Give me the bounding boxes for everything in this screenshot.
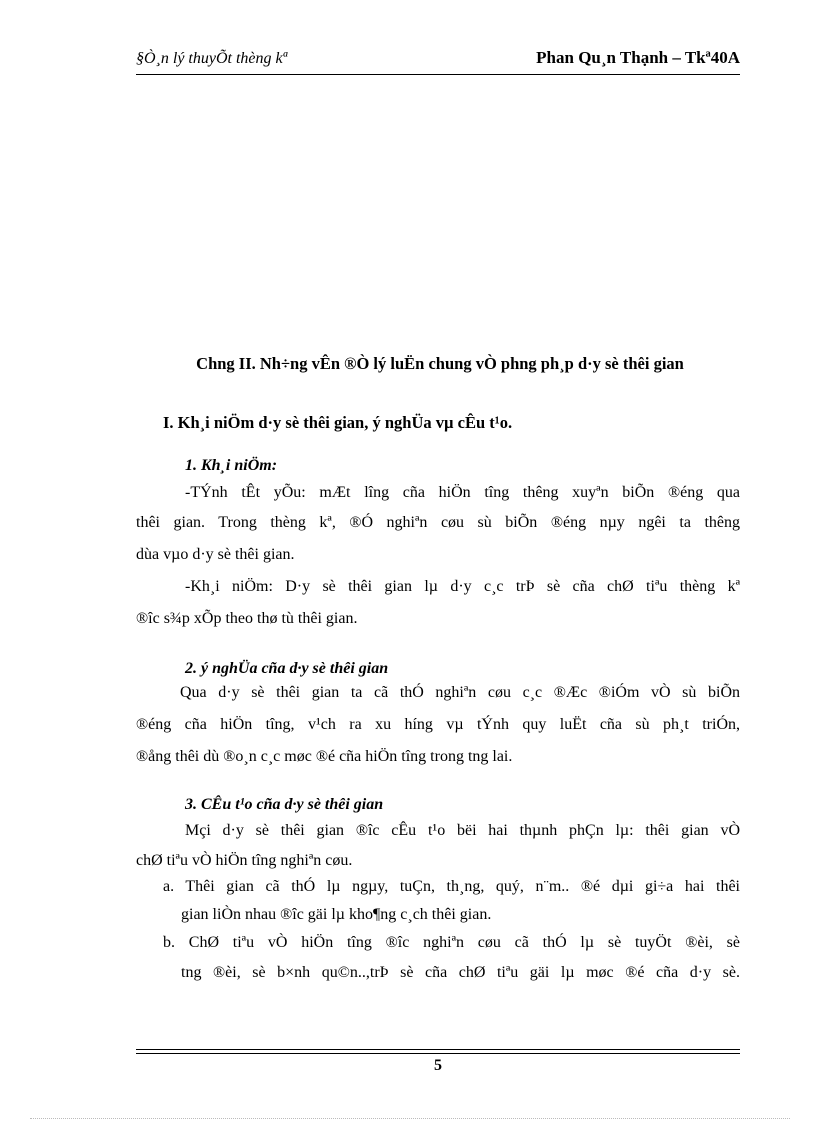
list-item-a-continued: gian liÒn nhau ®îc gäi lµ kho¶ng c¸ch thêi gian. [181,906,492,923]
paragraph-line: ®îc s¾p xÕp theo thø tù thêi gian. [136,610,358,627]
header-document-title: §Ò¸n lý thuyÕt thèng kª [136,50,288,67]
header-divider [136,74,740,75]
paragraph-line: chØ tiªu vÒ hiÖn tîng nghiªn cøu. [136,852,353,869]
section-title: I. Kh¸i niÖm d·y sè thêi gian, ý nghÜa vµ cÊu t¹o. [163,413,513,432]
list-item-b: b. ChØ tiªu vÒ hiÖn tîng ®îc nghiªn cøu cã thÓ lµ sè tuyÖt ®èi, sè [163,934,740,951]
paragraph-line: dùa vµo d·y sè thêi gian. [136,546,295,563]
subsection-2-title: 2. ý nghÜa cña d·y sè thêi gian [185,660,389,677]
paragraph-line: -Kh¸i niÖm: D·y sè thêi gian lµ d·y c¸c trÞ sè cña chØ tiªu thèng kª [185,578,740,595]
paragraph-line: ®éng cña hiÖn tîng, v¹ch ra xu híng vµ tÝnh quy luËt cña sù ph¸t triÓn, [136,716,740,733]
page-number: 5 [434,1057,442,1074]
paragraph-line: Mçi d·y sè thêi gian ®îc cÊu t¹o bëi hai thµnh phÇn lµ: thêi gian vÒ [185,822,740,839]
page-bottom-edge [30,1118,790,1119]
list-item-a: a. Thêi gian cã thÓ lµ ngµy, tuÇn, th¸ng, quý, n¨m.. ®é dµi gi÷a hai thêi [163,878,740,895]
footer-divider [136,1049,740,1050]
list-item-b-continued: tng ®èi, sè b×nh qu©n..,trÞ sè cña chØ tiªu gäi lµ møc ®é cña d·y sè. [181,964,740,981]
paragraph-line: Qua d·y sè thêi gian ta cã thÓ nghiªn cøu c¸c ®Æc ®iÓm vÒ sù biÕn [180,684,740,701]
chapter-title: Chng II. Nh÷ng vÊn ®Ò lý luËn chung vÒ phng ph¸p d·y sè thêi gian [196,354,684,373]
header-author: Phan Qu¸n Thạnh – Tkª40A [536,48,740,67]
paragraph-line: thêi gian. Trong thèng kª, ®Ó nghiªn cøu sù biÕn ®éng nµy ngêi ta thêng [136,514,740,531]
footer-divider-thin [136,1053,740,1054]
subsection-3-title: 3. CÊu t¹o cña d·y sè thêi gian [185,796,384,813]
subsection-1-title: 1. Kh¸i niÖm: [185,457,278,474]
paragraph-line: ®ång thêi dù ®o¸n c¸c møc ®é cña hiÖn tîng trong tng lai. [136,748,513,765]
paragraph-line: -TÝnh tÊt yÕu: mÆt lîng cña hiÖn tîng thêng xuyªn biÕn ®éng qua [185,484,740,501]
page-header [136,46,740,72]
